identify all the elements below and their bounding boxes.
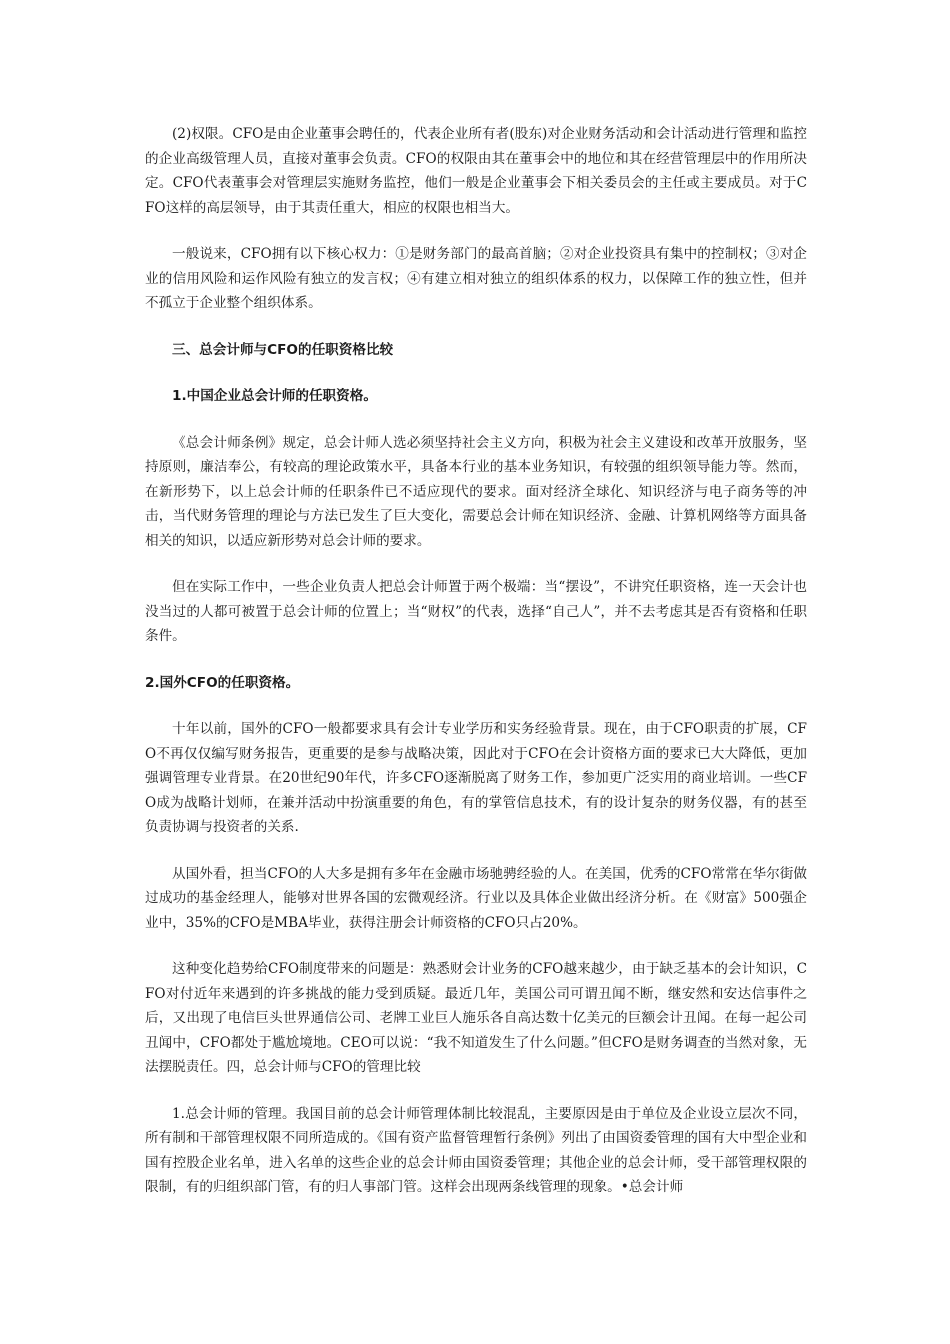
section-heading-qualifications: 三、总会计师与CFO的任职资格比较 xyxy=(172,341,394,358)
document-page xyxy=(145,122,807,1222)
paragraph-practice: 但在实际工作中，一些企业负责人把总会计师置于两个极端：当“摆设”，不讲究任职资格，连一天会计也没当过的人都可被置于总会计师的位置上；当“财权”的代表，选择“自己人”，并不去考虑其是否有资格和任职条件。 xyxy=(145,579,807,644)
paragraph-authority: (2)权限。CFO是由企业董事会聘任的，代表企业所有者(股东)对企业财务活动和会计活动进行管理和监控的企业高级管理人员，直接对董事会负责。CFO的权限由其在董事会中的地位和其在经营管理层中的作用所决定。CFO代表董事会对管理层实施财务监控，他们一般是企业董事会下相关委员会的主任或主要成员。对于CFO这样的高层领导，由于其责任重大，相应的权限也相当大。 xyxy=(145,126,807,216)
paragraph-trend-problems: 这种变化趋势给CFO制度带来的问题是：熟悉财会计业务的CFO越来越少，由于缺乏基本的会计知识，CFO对付近年来遇到的许多挑战的能力受到质疑。最近几年，美国公司可谓丑闻不断，继安然和安达信事件之后，又出现了电信巨头世界通信公司、老牌工业巨人施乐各自高达数十亿美元的巨额会计丑闻。在每一起公司丑闻中，CFO都处于尴尬境地。CEO可以说：“我不知道发生了什么问题。”但CFO是财务调查的当然对象，无法摆脱责任。四，总会计师与CFO的管理比较 xyxy=(145,961,807,1075)
paragraph-core-powers: 一般说来，CFO拥有以下核心权力：①是财务部门的最高首脑；②对企业投资具有集中的控制权；③对企业的信用风险和运作风险有独立的发言权；④有建立相对独立的组织体系的权力，以保障工作的独立性，但并不孤立于企业整个组织体系。 xyxy=(145,246,807,311)
subsection-heading-abroad: 2.国外CFO的任职资格。 xyxy=(145,674,300,691)
paragraph-regulation: 《总会计师条例》规定，总会计师人选必须坚持社会主义方向，积极为社会主义建设和改革开放服务，坚持原则，廉洁奉公，有较高的理论政策水平，具备本行业的基本业务知识，有较强的组织领导能力等。然而，在新形势下，以上总会计师的任职条件已不适应现代的要求。面对经济全球化、知识经济与电子商务等的冲击，当代财务管理的理论与方法已发生了巨大变化，需要总会计师在知识经济、金融、计算机网络等方面具备相关的知识，以适应新形势对总会计师的要求。 xyxy=(145,434,807,549)
paragraph-foreign-view: 从国外看，担当CFO的人大多是拥有多年在金融市场驰骋经验的人。在美国，优秀的CFO常常在华尔街做过成功的基金经理人，能够对世界各国的宏微观经济。行业以及具体企业做出经济分析。在《财富》500强企业中，35%的CFO是MBA毕业，获得注册会计师资格的CFO只占20%。 xyxy=(145,865,807,931)
paragraph-ten-years: 十年以前，国外的CFO一般都要求具有会计专业学历和实务经验背景。现在，由于CFO职责的扩展，CFO不再仅仅编写财务报告，更重要的是参与战略决策，因此对于CFO在会计资格方面的要求已大大降低，更加强调管理专业背景。在20世纪90年代，许多CFO逐渐脱离了财务工作，参加更广泛实用的商业培训。一些CFO成为战略计划师，在兼并活动中扮演重要的角色，有的掌管信息技术，有的设计复杂的财务仪器，有的甚至负责协调与投资者的关系. xyxy=(145,721,807,835)
subsection-heading-china: 1.中国企业总会计师的任职资格。 xyxy=(172,388,377,404)
paragraph-management: 1.总会计师的管理。我国目前的总会计师管理体制比较混乱，主要原因是由于单位及企业设立层次不同，所有制和干部管理权限不同所造成的。《国有资产监督管理暂行条例》列出了由国资委管理的国有大中型企业和国有控股企业名单，进入名单的这些企业的总会计师由国资委管理；其他企业的总会计师，受干部管理权限的限制，有的归组织部门管，有的归人事部门管。这样会出现两条线管理的现象。•总会计师 xyxy=(145,1105,807,1195)
